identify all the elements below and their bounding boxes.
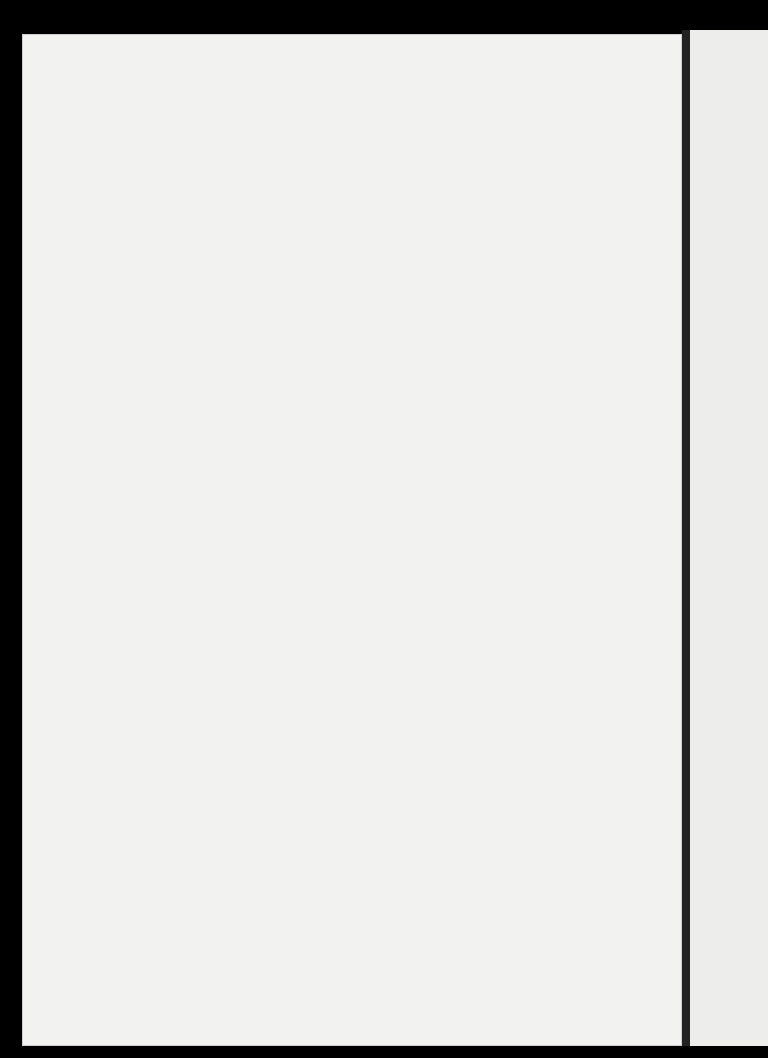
book-page <box>22 34 682 1046</box>
facing-page <box>690 30 768 1046</box>
book-gutter <box>682 30 690 1046</box>
